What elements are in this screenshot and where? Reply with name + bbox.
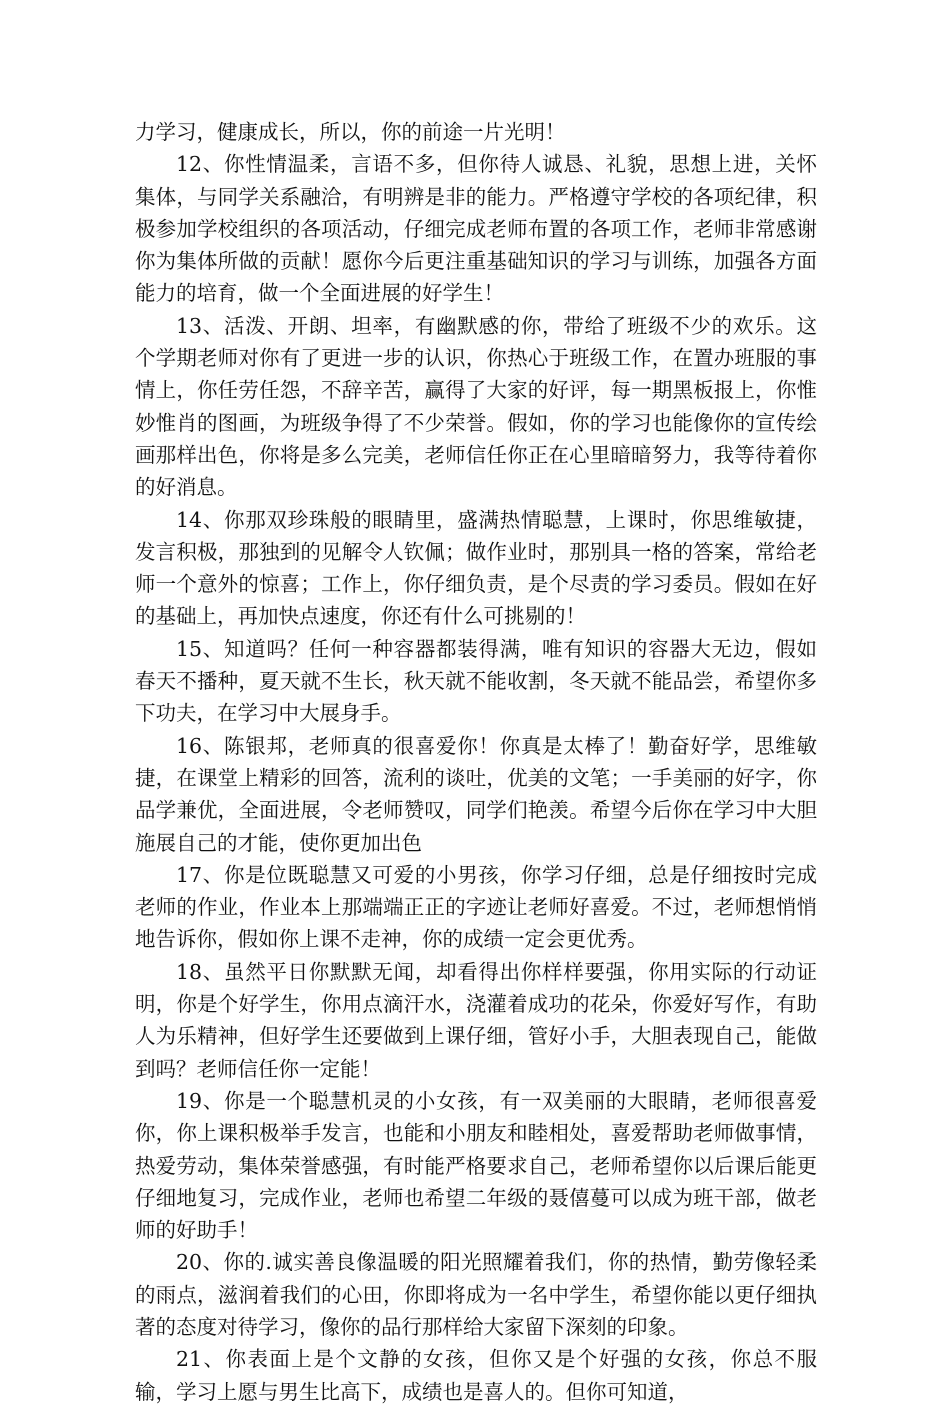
paragraph-comment-14: 14、你那双珍珠般的眼睛里，盛满热情聪慧，上课时，你思维敏捷，发言积极，那独到的见解令人钦佩；做作业时，那别具一格的答案，常给老师一个意外的惊喜；工作上，你仔细负责，是个尽责的学习委员。假如在好的基础上，再加快点速度，你还有什么可挑剔的！	[135, 507, 817, 629]
paragraph-comment-16: 16、陈银邦，老师真的很喜爱你！你真是太棒了！勤奋好学，思维敏捷，在课堂上精彩的回答，流利的谈吐，优美的文笔；一手美丽的好字，你品学兼优，全面进展，令老师赞叹，同学们艳羡。希望今后你在学习中大胆施展自己的才能，使你更加出色	[135, 733, 817, 855]
paragraph-continuation: 力学习，健康成长，所以，你的前途一片光明！	[135, 120, 566, 144]
paragraph-comment-18: 18、虽然平日你默默无闻，却看得出你样样要强，你用实际的行动证明，你是个好学生，你用点滴汗水，浇灌着成功的花朵，你爱好写作，有助人为乐精神，但好学生还要做到上课仔细，管好小手，大胆表现自己，能做到吗？老师信任你一定能！	[135, 959, 817, 1081]
paragraph-comment-13: 13、活泼、开朗、坦率，有幽默感的你，带给了班级不少的欢乐。这个学期老师对你有了更进一步的认识，你热心于班级工作，在置办班服的事情上，你任劳任怨，不辞辛苦，赢得了大家的好评，每一期黑板报上，你惟妙惟肖的图画，为班级争得了不少荣誉。假如，你的学习也能像你的宣传绘画那样出色，你将是多么完美，老师信任你正在心里暗暗努力，我等待着你的好消息。	[135, 313, 817, 500]
paragraph-comment-21: 21、你表面上是个文静的女孩，但你又是个好强的女孩，你总不服输，学习上愿与男生比高下，成绩也是喜人的。但你可知道，	[135, 1347, 817, 1404]
paragraph-comment-19: 19、你是一个聪慧机灵的小女孩，有一双美丽的大眼睛，老师很喜爱你，你上课积极举手发言，也能和小朋友和睦相处，喜爱帮助老师做事情，热爱劳动，集体荣誉感强，有时能严格要求自己，老师希望你以后课后能更仔细地复习，完成作业，老师也希望二年级的聂僖蔓可以成为班干部，做老师的好助手！	[135, 1088, 817, 1243]
paragraph-comment-15: 15、知道吗？任何一种容器都装得满，唯有知识的容器大无边，假如春天不播种，夏天就不生长，秋天就不能收割，冬天就不能品尝，希望你多下功夫，在学习中大展身手。	[135, 636, 817, 726]
paragraph-comment-12: 12、你性情温柔，言语不多，但你待人诚恳、礼貌，思想上进，关怀集体，与同学关系融洽，有明辨是非的能力。严格遵守学校的各项纪律，积极参加学校组织的各项活动，仔细完成老师布置的各项工作，老师非常感谢你为集体所做的贡献！愿你今后更注重基础知识的学习与训练，加强各方面能力的培育，做一个全面进展的好学生！	[135, 152, 817, 306]
paragraph-comment-20: 20、你的.诚实善良像温暖的阳光照耀着我们，你的热情，勤劳像轻柔的雨点，滋润着我们的心田，你即将成为一名中学生，希望你能以更仔细执著的态度对待学习，像你的品行那样给大家留下深刻的印象。	[135, 1250, 817, 1339]
paragraph-comment-17: 17、你是位既聪慧又可爱的小男孩，你学习仔细，总是仔细按时完成老师的作业，作业本上那端端正正的字迹让老师好喜爱。不过，老师想悄悄地告诉你，假如你上课不走神，你的成绩一定会更优秀。	[135, 862, 817, 952]
document-body	[135, 116, 817, 1408]
